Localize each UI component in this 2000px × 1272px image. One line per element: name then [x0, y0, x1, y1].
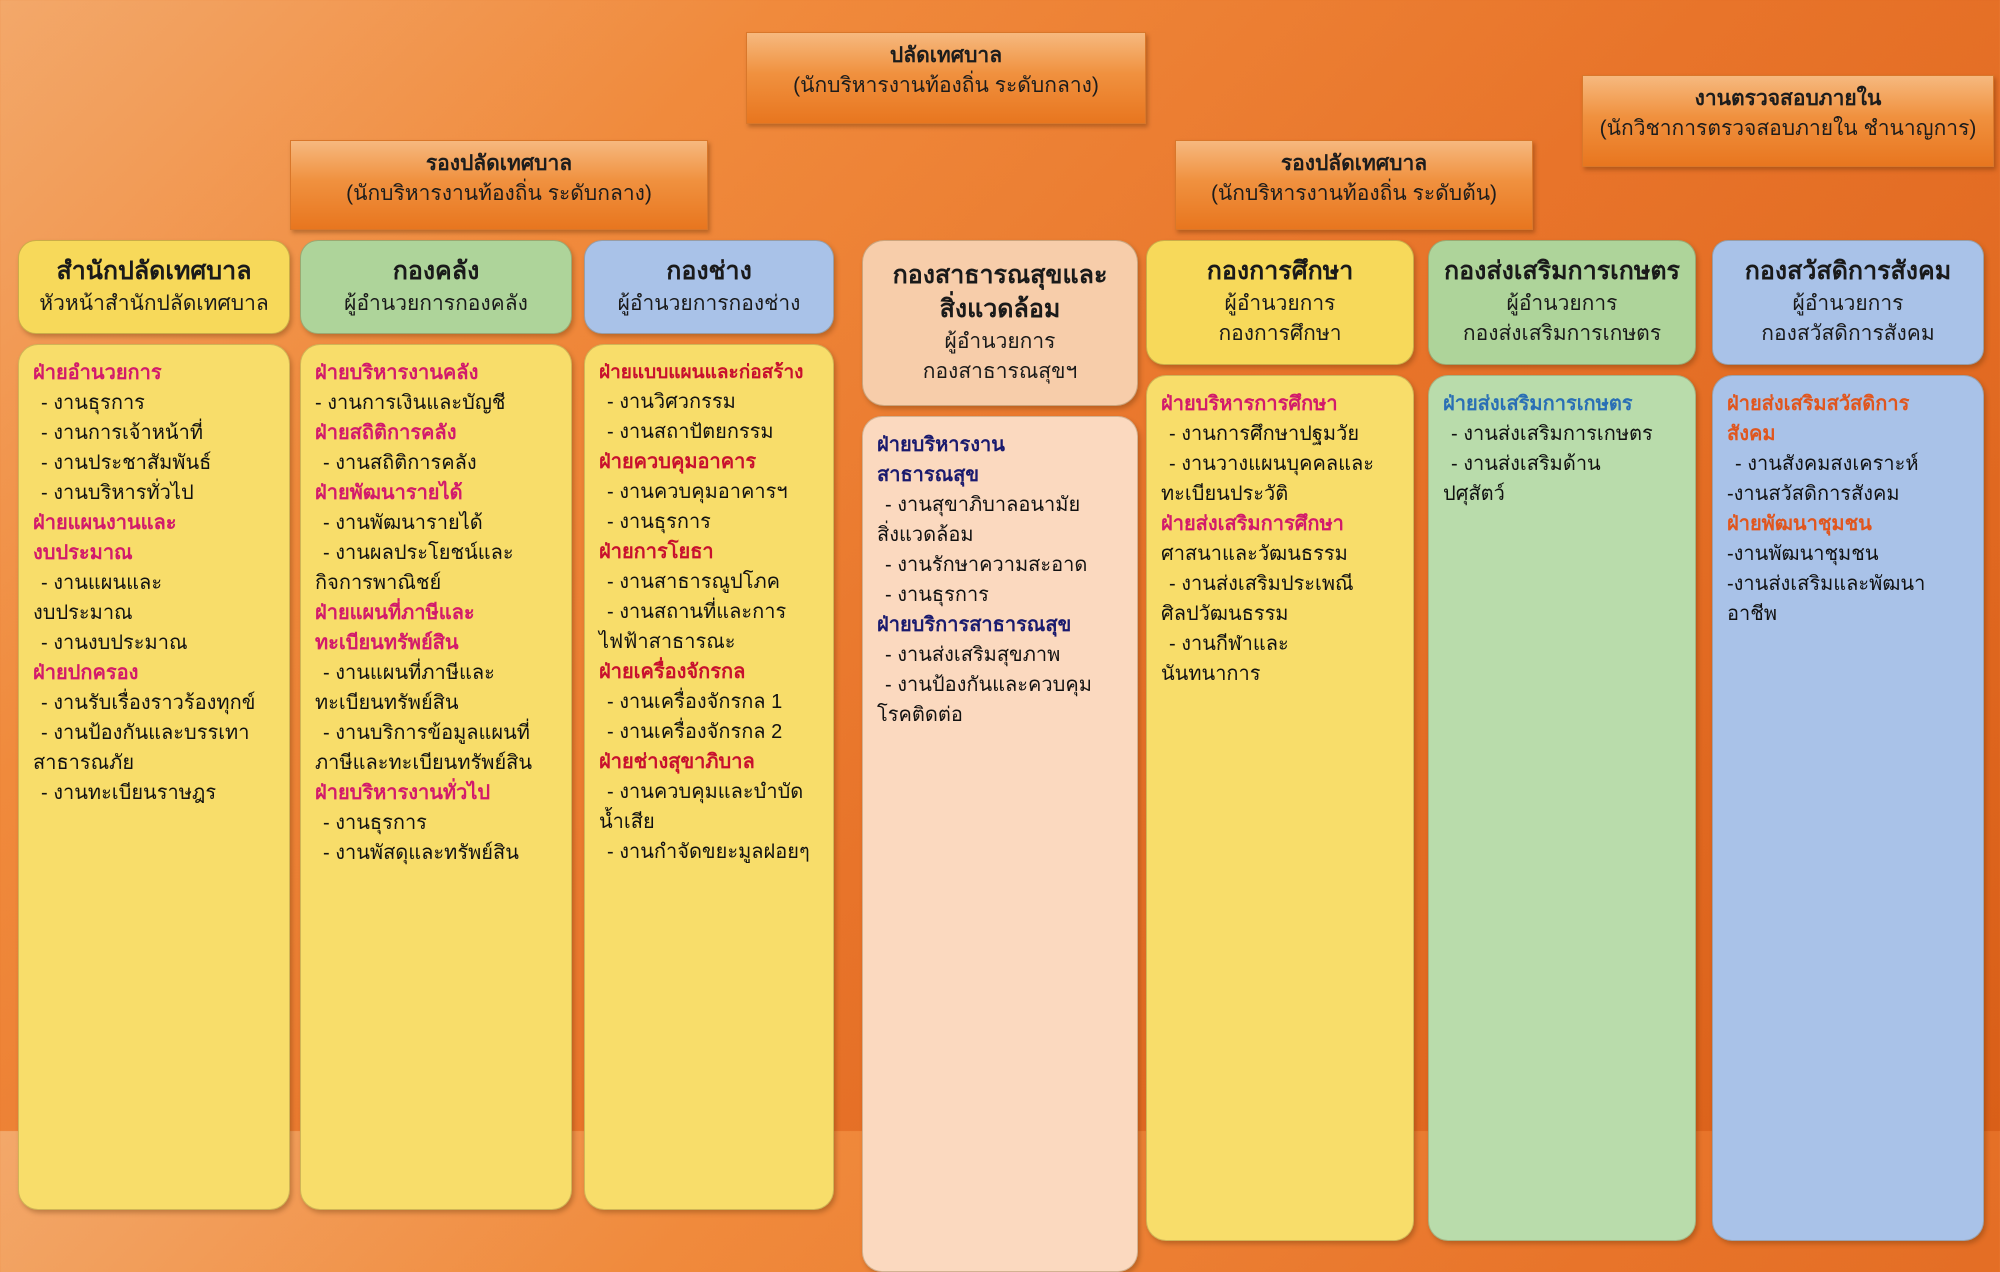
- section-title: ฝ่ายบริการสาธารณสุข: [877, 614, 1072, 637]
- section-item: อาชีพ: [1727, 602, 1777, 625]
- exec-box-permanent-secretary: [746, 32, 1146, 124]
- section-item: - งานควบคุมและบำบัด: [607, 780, 804, 803]
- section-title: ฝ่ายควบคุมอาคาร: [599, 450, 757, 473]
- division-subtitle: ผู้อำนวยการ: [1506, 291, 1618, 315]
- division-subtitle-cont: กองสาธารณสุขฯ: [922, 359, 1078, 383]
- section-item: ไฟฟ้าสาธารณะ: [599, 630, 736, 653]
- division-body: [1146, 375, 1414, 1241]
- section-title: ฝ่ายพัฒนาชุมชน: [1727, 512, 1872, 535]
- division-subtitle: ผู้อำนวยการกองคลัง: [344, 291, 528, 315]
- division-header: [1712, 240, 1984, 365]
- division-header: [1146, 240, 1414, 365]
- section-title: ฝ่ายบริหารงานคลัง: [315, 362, 479, 385]
- section-item: - งานแผนและ: [41, 572, 163, 595]
- section-item: - งานวางแผนบุคคลและ: [1169, 452, 1374, 475]
- division-column-social-welfare: [1712, 240, 1984, 1241]
- division-title: กองช่าง: [666, 257, 752, 285]
- section-item: ทะเบียนประวัติ: [1161, 482, 1289, 505]
- section-item: -งานสวัสดิการสังคม: [1727, 482, 1900, 505]
- section-item: - งานการศึกษาปฐมวัย: [1169, 422, 1360, 445]
- division-title: สำนักปลัดเทศบาล: [56, 257, 252, 285]
- division-subtitle-cont: กองส่งเสริมการเกษตร: [1462, 322, 1662, 346]
- section-title: ฝ่ายพัฒนารายได้: [315, 482, 463, 505]
- exec-box-deputy-secretary-2: [1175, 140, 1533, 230]
- section-title: ฝ่ายบริหารงานทั่วไป: [315, 782, 491, 805]
- division-column-education: [1146, 240, 1414, 1241]
- division-title: กองสาธารณสุขและ: [892, 261, 1108, 289]
- section-item: ภาษีและทะเบียนทรัพย์สิน: [315, 752, 533, 775]
- division-subtitle-cont: กองสวัสดิการสังคม: [1761, 322, 1935, 346]
- section-item: - งานธุรการ: [607, 510, 711, 533]
- section-title: ฝ่ายส่งเสริมสวัสดิการ: [1727, 392, 1910, 415]
- section-item: โรคติดต่อ: [877, 704, 963, 727]
- section-item: - งานบริการข้อมูลแผนที่: [323, 722, 530, 745]
- division-subtitle-cont: กองการศึกษา: [1218, 322, 1342, 346]
- section-item: ปศุสัตว์: [1443, 482, 1505, 505]
- division-header: [1428, 240, 1696, 365]
- section-title: ฝ่ายบริหารงาน: [877, 434, 1005, 457]
- exec-title: ปลัดเทศบาล: [889, 44, 1003, 67]
- section-item: - งานส่งเสริมการเกษตร: [1451, 422, 1653, 445]
- exec-subtitle: (นักบริหารงานท้องถิ่น ระดับกลาง): [346, 182, 652, 206]
- division-column-public-health: [862, 240, 1138, 1272]
- section-item: - งานบริหารทั่วไป: [41, 482, 194, 505]
- section-title: ฝ่ายการโยธา: [599, 540, 714, 563]
- section-item: ทะเบียนทรัพย์สิน: [315, 692, 459, 715]
- section-item: - งานสาธารณูปโภค: [607, 570, 781, 593]
- section-item: - งานสถิติการคลัง: [323, 452, 477, 475]
- division-header: [300, 240, 572, 334]
- section-item: - งานแผนที่ภาษีและ: [323, 662, 495, 685]
- division-header: [18, 240, 290, 334]
- section-item: กิจการพาณิชย์: [315, 572, 442, 595]
- section-item: - งานส่งเสริมด้าน: [1451, 452, 1601, 475]
- section-item: - งานธุรการ: [885, 584, 989, 607]
- section-item: - งานส่งเสริมสุขภาพ: [885, 644, 1061, 667]
- section-item: - งานผลประโยชน์และ: [323, 542, 514, 565]
- division-body: [1712, 375, 1984, 1241]
- division-body: [18, 344, 290, 1210]
- exec-subtitle: (นักวิชาการตรวจสอบภายใน ชำนาญการ): [1599, 117, 1977, 141]
- section-item: นันทนาการ: [1161, 662, 1261, 685]
- section-item: - งานการเจ้าหน้าที่: [41, 422, 204, 445]
- division-body: [584, 344, 834, 1210]
- section-item: น้ำเสีย: [599, 810, 655, 833]
- exec-title: รองปลัดเทศบาล: [1280, 152, 1428, 175]
- division-subtitle: ผู้อำนวยการ: [1224, 291, 1336, 315]
- division-column-public-works: [584, 240, 834, 1210]
- section-title: ฝ่ายส่งเสริมการศึกษา: [1161, 512, 1344, 535]
- section-title: ฝ่ายอำนวยการ: [33, 362, 162, 385]
- exec-box-internal-audit: [1582, 75, 1994, 167]
- exec-box-deputy-secretary-1: [290, 140, 708, 230]
- section-title: ฝ่ายเครื่องจักรกล: [599, 660, 746, 683]
- section-item: - งานควบคุมอาคารฯ: [607, 480, 788, 503]
- exec-subtitle: (นักบริหารงานท้องถิ่น ระดับต้น): [1210, 182, 1498, 206]
- division-column-agriculture: [1428, 240, 1696, 1241]
- section-item: งบประมาณ: [33, 602, 133, 625]
- division-column-office-of-municipal-clerk: [18, 240, 290, 1210]
- section-item: สาธารณภัย: [33, 752, 135, 775]
- exec-subtitle: (นักบริหารงานท้องถิ่น ระดับกลาง): [793, 74, 1099, 98]
- section-title: ฝ่ายสถิติการคลัง: [315, 422, 457, 445]
- section-item: - งานพัสดุและทรัพย์สิน: [323, 842, 519, 865]
- section-item: - งานสถานที่และการ: [607, 600, 787, 623]
- section-item: - งานรับเรื่องราวร้องทุกข์: [41, 692, 256, 715]
- division-title: กองคลัง: [392, 257, 480, 285]
- section-title: ฝ่ายบริหารการศึกษา: [1161, 392, 1338, 415]
- section-item: - งานส่งเสริมประเพณี: [1169, 572, 1354, 595]
- section-title-cont: สังคม: [1727, 422, 1776, 445]
- section-item: - งานธุรการ: [323, 812, 427, 835]
- section-item: - งานวิศวกรรม: [607, 390, 736, 413]
- division-header: [862, 240, 1138, 406]
- section-item: - งานรักษาความสะอาด: [885, 554, 1088, 577]
- section-item: - งานทะเบียนราษฎร: [41, 782, 217, 805]
- section-item: -งานส่งเสริมและพัฒนา: [1727, 572, 1926, 595]
- section-item: - งานป้องกันและบรรเทา: [41, 722, 250, 745]
- section-title-cont: ทะเบียนทรัพย์สิน: [315, 632, 459, 655]
- division-header: [584, 240, 834, 334]
- division-subtitle: ผู้อำนวยการกองช่าง: [617, 291, 801, 315]
- section-title: ฝ่ายส่งเสริมการเกษตร: [1443, 392, 1633, 415]
- section-title-cont: งบประมาณ: [33, 542, 133, 565]
- section-title: ฝ่ายแผนงานและ: [33, 512, 177, 535]
- division-body: [862, 416, 1138, 1272]
- section-title-cont: สาธารณสุข: [877, 464, 980, 487]
- division-title: กองการศึกษา: [1206, 257, 1354, 285]
- division-subtitle: ผู้อำนวยการ: [1792, 291, 1904, 315]
- exec-title: งานตรวจสอบภายใน: [1694, 87, 1882, 110]
- section-item: ศิลปวัฒนธรรม: [1161, 602, 1289, 625]
- section-item: - งานงบประมาณ: [41, 632, 188, 655]
- section-item: - งานกำจัดขยะมูลฝอยๆ: [607, 840, 810, 863]
- section-item: - งานการเงินและบัญชี: [315, 392, 506, 415]
- division-body: [300, 344, 572, 1210]
- division-title-cont: สิ่งแวดล้อม: [939, 294, 1061, 323]
- division-subtitle: หัวหน้าสำนักปลัดเทศบาล: [39, 291, 269, 315]
- section-item: สิ่งแวดล้อม: [877, 524, 974, 547]
- section-item: - งานสังคมสงเคราะห์: [1735, 452, 1919, 475]
- section-title: ฝ่ายแผนที่ภาษีและ: [315, 602, 475, 625]
- division-body: [1428, 375, 1696, 1241]
- division-title: กองสวัสดิการสังคม: [1744, 257, 1952, 285]
- division-column-finance: [300, 240, 572, 1210]
- division-title: กองส่งเสริมการเกษตร: [1444, 257, 1680, 285]
- section-item: - งานประชาสัมพันธ์: [41, 452, 212, 475]
- division-subtitle: ผู้อำนวยการ: [944, 329, 1056, 353]
- section-item: - งานเครื่องจักรกล 2: [607, 720, 783, 743]
- section-item: - งานพัฒนารายได้: [323, 512, 483, 535]
- section-item: - งานสถาปัตยกรรม: [607, 420, 774, 443]
- section-item: - งานธุรการ: [41, 392, 145, 415]
- exec-title: รองปลัดเทศบาล: [425, 152, 573, 175]
- section-item: - งานป้องกันและควบคุม: [885, 674, 1092, 697]
- section-item: - งานกีฬาและ: [1169, 632, 1289, 655]
- section-title-cont: ศาสนาและวัฒนธรรม: [1161, 542, 1348, 565]
- section-title: ฝ่ายแบบแผนและก่อสร้าง: [599, 362, 804, 384]
- section-title: ฝ่ายปกครอง: [33, 662, 139, 685]
- section-item: - งานเครื่องจักรกล 1: [607, 690, 783, 713]
- section-item: - งานสุขาภิบาลอนามัย: [885, 494, 1081, 517]
- section-title: ฝ่ายช่างสุขาภิบาล: [599, 750, 755, 773]
- section-item: -งานพัฒนาชุมชน: [1727, 542, 1879, 565]
